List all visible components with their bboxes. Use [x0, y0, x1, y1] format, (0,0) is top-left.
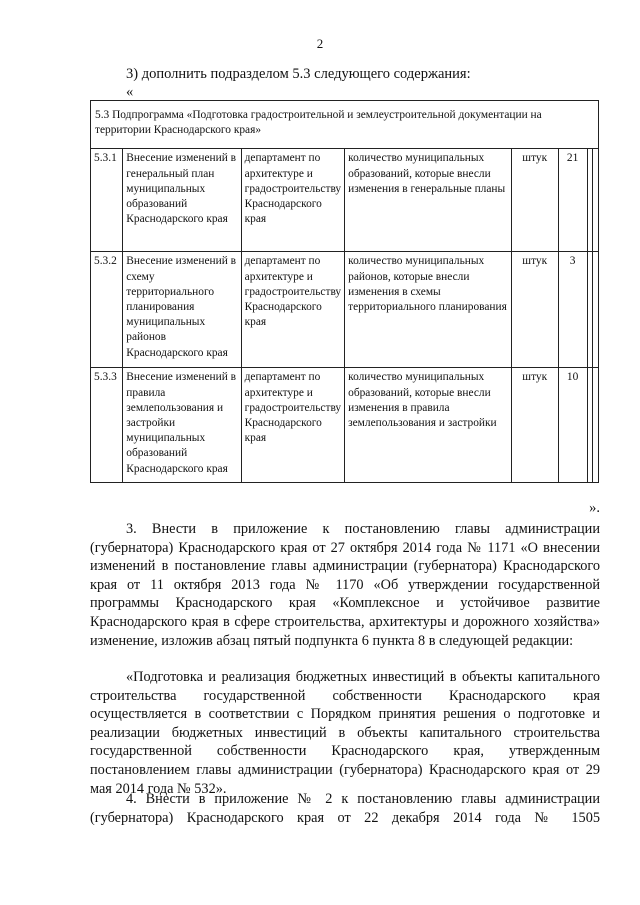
- table-row: [91, 252, 599, 368]
- measure-name: Внесение изменений в генеральный план муниципальных образований Краснодарского края: [123, 149, 241, 252]
- unit: штук: [511, 252, 558, 368]
- paragraph-4: [90, 790, 600, 827]
- subprogram-table: [90, 100, 599, 483]
- value: 10: [558, 368, 587, 483]
- unit: штук: [511, 149, 558, 252]
- value: 3: [558, 252, 587, 368]
- measure-name: Внесение изменений в схему территориального планирования муниципальных районов Краснодарского края: [123, 252, 241, 368]
- paragraph-3: [90, 520, 600, 650]
- paragraph-quote: [90, 668, 600, 798]
- table-row: [91, 368, 599, 483]
- indicator: количество муниципальных образований, которые внесли изменения в правила землепользования и застройки: [345, 368, 512, 483]
- row-number: 5.3.2: [91, 252, 123, 368]
- paragraph-quote-text: «Подготовка и реализация бюджетных инвестиций в объекты капитального строительства государственной собственности Краснодарского края осуществляется в соответствии с Порядком принятия решения о подготовке и реализации бюджетных инвестиций в объекты капитального строительства государственной собственности Краснодарского края, утвержденным постановлением главы администрации (губернатора) Краснодарского края от 29 мая 2014 года № 532».: [90, 669, 600, 797]
- closing-quote: ».: [589, 500, 600, 516]
- paragraph-4-text: 4. Внести в приложение № 2 к постановлению главы администрации (губернатора) Краснодарского края от 22 декабря 2014 года № 1505: [90, 791, 600, 826]
- unit: штук: [511, 368, 558, 483]
- page-number: 2: [316, 36, 324, 51]
- value: 21: [558, 149, 587, 252]
- subprogram-title: 5.3 Подпрограмма «Подготовка градостроительной и землеустроительной документации на территории Краснодарского края»: [91, 101, 599, 149]
- empty-cell: [593, 252, 599, 368]
- table-header-row: [91, 101, 599, 149]
- paragraph-3-text: 3. Внести в приложение к постановлению главы администрации (губернатора) Краснодарского края от 27 октября 2014 года № 1171 «О внесении изменений в постановление главы администрации (губернатора) Краснодарского края от 11 октября 2013 года № 1170 «Об утверждении государственной программы Краснодарского края «Комплексное и устойчивое развитие Краснодарского края в сфере строительства, архитектуры и дорожного хозяйства» изменение, изложив абзац пятый подпункта 6 пункта 8 в следующей редакции:: [90, 521, 600, 649]
- indicator: количество муниципальных образований, которые внесли изменения в генеральные планы: [345, 149, 512, 252]
- row-number: 5.3.1: [91, 149, 123, 252]
- responsible-department: департамент по архитектуре и градостроительству Краснодарского края: [241, 252, 344, 368]
- measure-name: Внесение изменений в правила землепользования и застройки муниципальных образований Краснодарского края: [123, 368, 241, 483]
- responsible-department: департамент по архитектуре и градостроительству Краснодарского края: [241, 368, 344, 483]
- empty-cell: [593, 149, 599, 252]
- row-number: 5.3.3: [91, 368, 123, 483]
- responsible-department: департамент по архитектуре и градостроительству Краснодарского края: [241, 149, 344, 252]
- empty-cell: [593, 368, 599, 483]
- opening-quote: «: [126, 84, 134, 100]
- intro-line: 3) дополнить подразделом 5.3 следующего содержания:: [126, 66, 471, 82]
- table-row: [91, 149, 599, 252]
- indicator: количество муниципальных районов, которые внесли изменения в схемы территориального планирования: [345, 252, 512, 368]
